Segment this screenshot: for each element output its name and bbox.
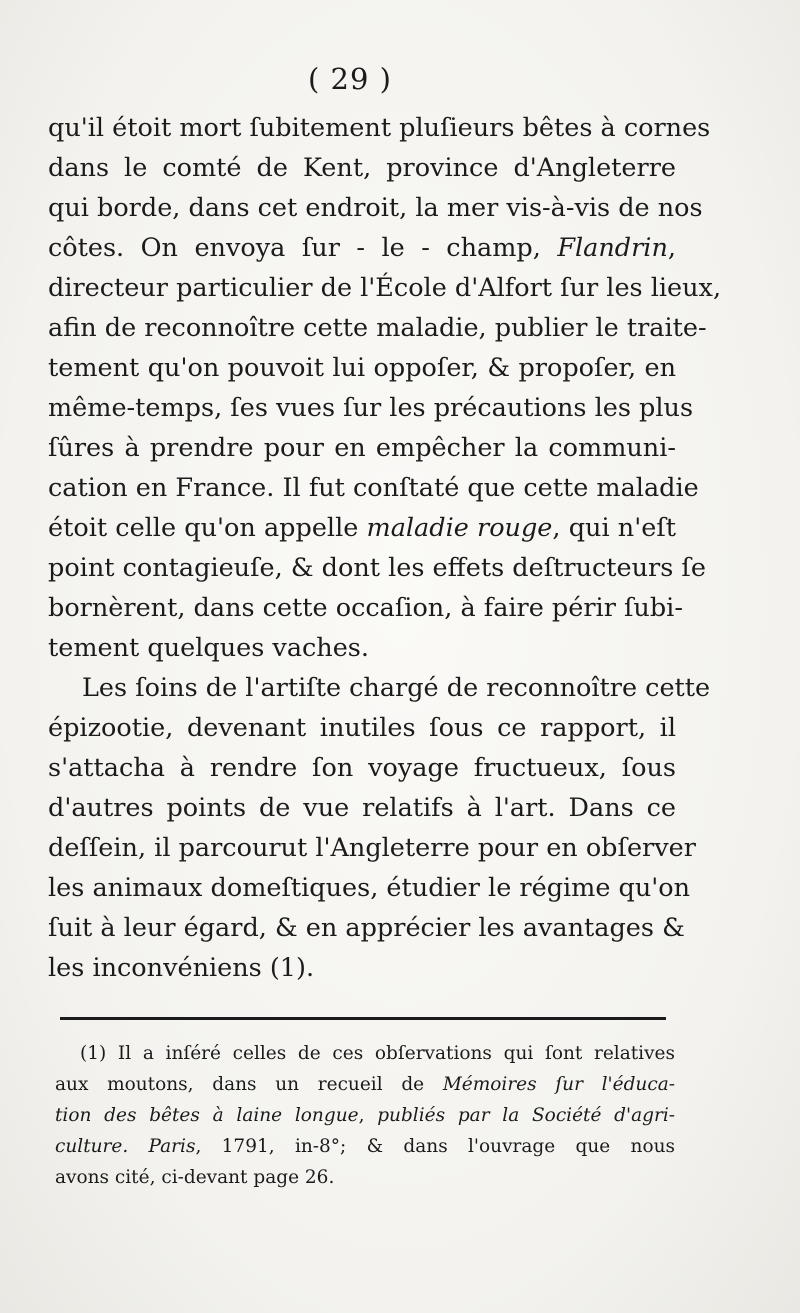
footnote-line [55,1069,675,1100]
text-line [48,508,676,548]
paragraph-1 [48,108,722,668]
text-line: directeur particulier de l'École d'Alfort ſur les lieux, [48,273,722,303]
footnote-divider [60,1017,666,1020]
text-run: aux moutons, dans un recueil de [55,1074,443,1095]
text-line: ſûres à prendre pour en empêcher la communi- [48,433,676,463]
text-line: les inconvéniens (1). [48,953,315,983]
text-line: tement qu'on pouvoit lui oppoſer, & propoſer, en [48,353,676,383]
text-line: dans le comté de Kent, province d'Angleterre [48,153,676,183]
text-run: côtes. On envoya ſur - le - champ, [48,233,558,263]
text-line: ſuit à leur égard, & en apprécier les avantages & [48,913,685,943]
text-line: qui borde, dans cet endroit, la mer vis-à-vis de nos [48,193,703,223]
text-line: d'autres points de vue relatifs à l'art. Dans ce [48,793,676,823]
text-line: afin de reconnoître cette maladie, publier le traite- [48,313,707,343]
text-line: cation en France. Il fut conſtaté que cette maladie [48,473,699,503]
italic-title: Mémoires ſur l'éduca- [442,1074,675,1095]
italic-name: Flandrin [557,233,668,263]
text-line: s'attacha à rendre ſon voyage fructueux, ſous [48,753,676,783]
main-text [48,108,722,988]
italic-term: maladie rouge [366,513,553,543]
text-line: épizootie, devenant inutiles ſous ce rapport, il [48,713,676,743]
text-run: , [667,233,676,263]
footnote-line [55,1131,675,1162]
text-line: même-temps, ſes vues ſur les précautions les plus [48,393,694,423]
text-run: étoit celle qu'on appelle [48,513,367,543]
italic-title: tion des bêtes à laine longue [55,1105,359,1126]
text-line: deſſein, il parcourut l'Angleterre pour en obſerver [48,833,696,863]
text-line: qu'il étoit mort ſubitement pluſieurs bêtes à cornes [48,113,711,143]
text-line: Les ſoins de l'artiſte chargé de reconnoître cette [82,673,711,703]
text-line: point contagieuſe, & dont les effets deſtructeurs ſe [48,553,706,583]
text-line: bornèrent, dans cette occaſion, à faire périr ſubi- [48,593,683,623]
footnote-line [55,1100,675,1131]
footnote-line: (1) Il a inſéré celles de ces obſervations qui ſont relatives [80,1043,675,1064]
text-line: les animaux domeſtiques, étudier le régime qu'on [48,873,691,903]
italic-title: publiés par la Société d'agri- [377,1105,675,1126]
text-line [48,228,676,268]
text-run: , 1791, in-8°; & dans l'ouvrage que nous [195,1136,675,1157]
footnote [55,1038,675,1193]
italic-title: culture. Paris [55,1136,196,1157]
paragraph-2 [48,668,711,988]
footnote-line: avons cité, ci-devant page 26. [55,1167,335,1188]
text-run: , qui n'eſt [552,513,677,543]
page-number: ( 29 ) [308,62,392,96]
text-run: , [358,1105,378,1126]
text-line: tement quelques vaches. [48,633,370,663]
